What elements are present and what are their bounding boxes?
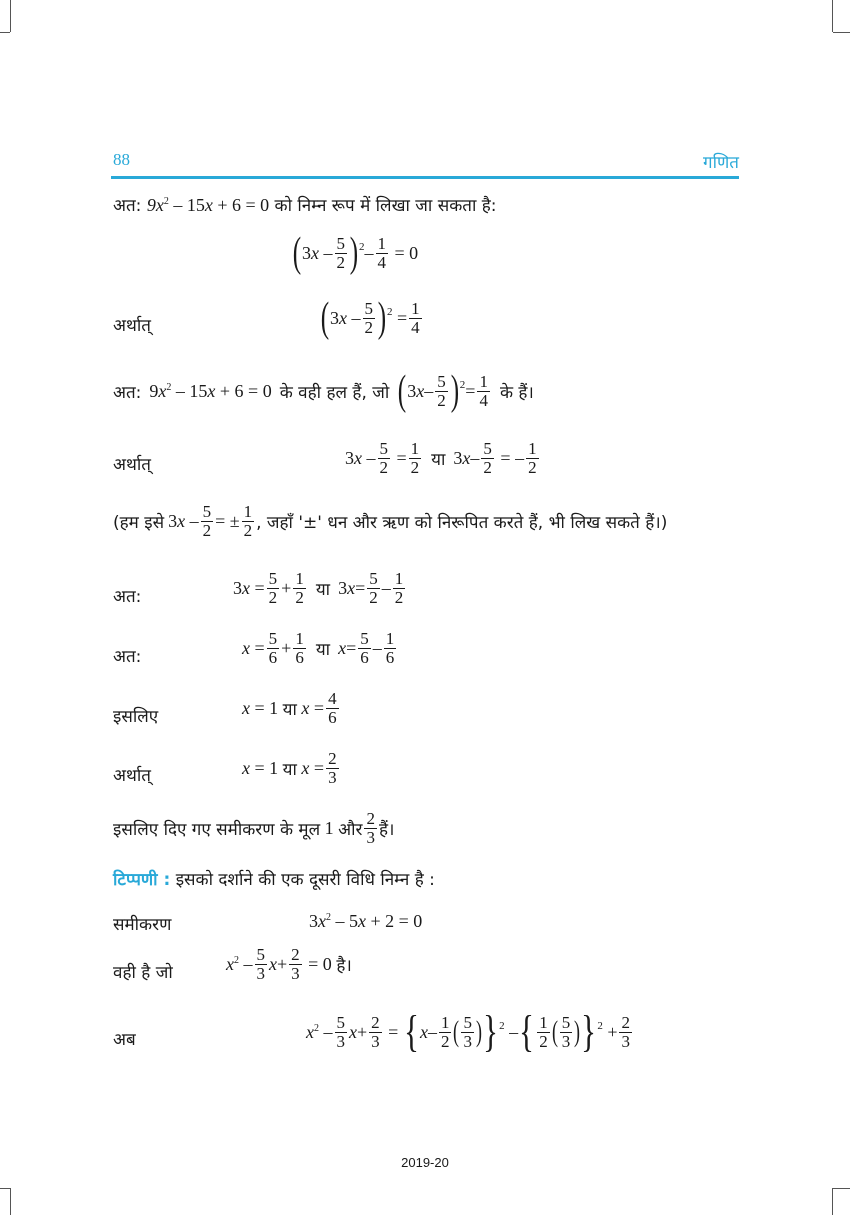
line-1: अत: $9x^2 - 15x + 6 = 0$ को निम्न रूप में लिखा जा सकता है:	[113, 195, 497, 216]
line-1-text: को निम्न रूप में लिखा जा सकता है:	[274, 196, 497, 216]
page-subject: गणित	[703, 153, 739, 173]
crop-mark-bottom-right	[832, 1188, 833, 1215]
vahi-label: वही है जो	[113, 963, 173, 983]
equation-14: $x^2$ – $\frac{5}{3}$ x + $\frac{2}{3}$ = { x – $\frac{1}{2}$ ( $\frac{5}{3}$ ) } 2 – { $\frac{1}{2}$ ( $\frac{5}{3}$ ) } 2 + $\frac{2}{3}$	[306, 1007, 630, 1056]
line-5: (हम इसे 3x – $\frac{5}{2}$ = ± $\frac{1}{2}$ , जहाँ '±' धन और ऋण को निरूपित करते हैं, भी लिख सकते हैं।)	[113, 502, 668, 540]
equation-4: 3x – $\frac{5}{2}$ = $\frac{1}{2}$ या 3x– $\frac{5}{2}$ = – $\frac{1}{2}$	[345, 439, 537, 477]
roots-line: इसलिए दिए गए समीकरण के मूल 1 और $\frac{2}{3}$ हैं।	[113, 809, 395, 847]
crop-mark-top-left-h	[0, 32, 10, 33]
crop-mark-bottom-left	[10, 1188, 11, 1215]
crop-mark-top-left	[10, 0, 11, 32]
arthat-label-2: अर्थात्	[113, 455, 151, 475]
footer-year: 2019-20	[401, 1155, 449, 1170]
note-text: इसको दर्शाने की एक दूसरी विधि निम्न है :	[175, 870, 435, 890]
at-label: अत:	[113, 196, 142, 216]
equation-6: 3x = $\frac{5}{2}$ + $\frac{1}{2}$ या 3x= $\frac{5}{2}$ – $\frac{1}{2}$	[233, 569, 404, 607]
arthat-label-1: अर्थात्	[113, 316, 151, 336]
equation-1: ( 3x – $\frac{5}{2}$ ) 2 – $\frac{1}{4}$ = 0	[292, 230, 419, 276]
crop-mark-bottom-right-h	[833, 1188, 850, 1189]
at-label-7: अत:	[113, 647, 142, 667]
line-3: अत: $9x^2 - 15x + 6 = 0$ के वही हल हैं, जो ( 3x– $\frac{5}{2}$ ) 2 = $\frac{1}{4}$ के हैं।	[113, 368, 534, 414]
equation-8: x = 1 या x = $\frac{4}{6}$	[242, 689, 337, 727]
equation-9: x = 1 या x = $\frac{2}{3}$	[242, 749, 337, 787]
arthat-label-9: अर्थात्	[113, 766, 151, 786]
crop-mark-top-right	[832, 0, 833, 32]
at-label-6: अत:	[113, 587, 142, 607]
line-5-text: , जहाँ '±' धन और ऋण को निरूपित करते हैं, भी लिख सकते हैं।)	[256, 512, 668, 533]
islie-label-8: इसलिए	[113, 707, 159, 727]
equation-12: $3x^2 - 5x + 2 = 0$	[309, 911, 423, 931]
crop-mark-top-right-h	[833, 32, 850, 33]
equation-7: x = $\frac{5}{6}$ + $\frac{1}{6}$ या x= $\frac{5}{6}$ – $\frac{1}{6}$	[242, 629, 395, 667]
header-rule	[111, 176, 739, 179]
note-line	[113, 867, 435, 890]
note-label: टिप्पणी :	[113, 870, 171, 890]
equation-13: $x^2$ – $\frac{5}{3}$ x + $\frac{2}{3}$ = 0 है।	[226, 945, 352, 983]
equation-2: ( 3x – $\frac{5}{2}$ ) 2 = $\frac{1}{4}$	[320, 295, 420, 341]
line-3-text: के वही हल हैं, जो	[279, 382, 390, 403]
ab-label: अब	[113, 1030, 136, 1050]
crop-mark-bottom-left-h	[0, 1188, 10, 1189]
page-number: 88	[113, 150, 130, 169]
samikaran-label: समीकरण	[113, 915, 172, 935]
